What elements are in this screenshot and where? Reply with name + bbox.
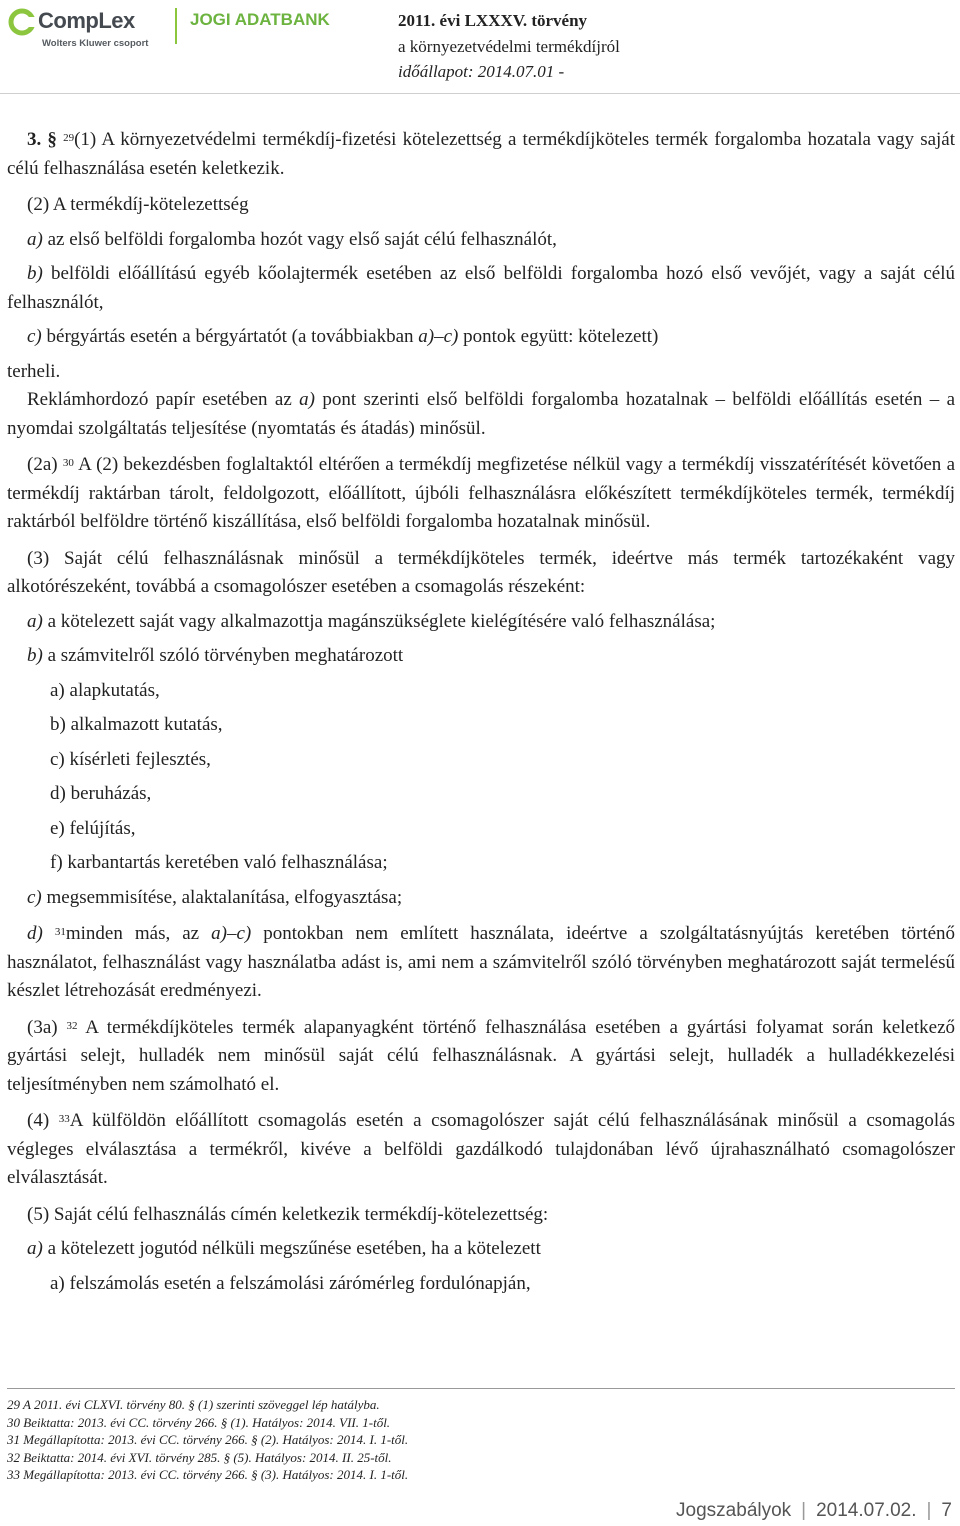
reklam-text: Reklámhordozó papír esetében az	[27, 389, 292, 410]
document-info	[398, 8, 658, 84]
paragraph-2-reklam	[7, 386, 955, 443]
footnote-33: 33 Megállapította: 2013. évi CC. törvény 266. § (3). Hatályos: 2014. I. 1-től.	[7, 1467, 409, 1482]
footer-separator: |	[926, 1500, 932, 1521]
paragraph-1-text: (1) A környezetvédelmi termékdíj-fizetési kötelezettség a termékdíjköteles termék forgalomba hozatala vagy saját célú felhasználása esetén keletkezik.	[7, 129, 956, 179]
footnote-ref-31[interactable]: 31	[54, 926, 66, 938]
point-text: a kötelezett jogutód nélküli megszűnése esetében, ha a kötelezett	[47, 1238, 541, 1259]
paragraph-2-a	[7, 226, 955, 255]
page-header	[0, 0, 960, 100]
footnote-30: 30 Beiktatta: 2013. évi CC. törvény 266. § (1). Hatályos: 2014. VII. 1-től.	[7, 1414, 391, 1430]
paragraph-3-b	[7, 642, 955, 671]
paragraph-5: (5) Saját célú felhasználás címén keletkezik termékdíj-kötelezettség:	[27, 1203, 549, 1225]
sub-point: b) alkalmazott kutatás,	[50, 714, 223, 735]
paragraph-1	[7, 126, 955, 183]
section-number: 3. §	[27, 129, 57, 150]
paragraph-3-d	[7, 920, 955, 1006]
footnotes	[7, 1396, 955, 1484]
paragraph-5-a	[7, 1235, 955, 1264]
footnote-31: 31 Megállapította: 2013. évi CC. törvény 266. § (2). Hatályos: 2014. I. 1-től.	[7, 1432, 409, 1447]
point-text: a kötelezett saját vagy alkalmazottja magánszükséglete kielégítésére való felhasználása;	[47, 610, 716, 632]
point-reference: a)–c)	[211, 923, 252, 944]
paragraph-4-text: A külföldön előállított csomagolás esetén a csomagolószer saját célú felhasználásának minősül a csomagolás végleges elválasztása a termékről, kivéve a belföldi gazdálkodó tulajdonában lévő újrahasználható csomagolószer elválasztását.	[7, 1110, 956, 1188]
point-reference: a)	[299, 389, 315, 410]
point-text: a számvitelről szóló törvényben meghatározott	[47, 645, 404, 666]
paragraph-3-c	[7, 884, 955, 913]
footnote-ref-29[interactable]: 29	[63, 132, 75, 144]
sub-point: a) felszámolás esetén a felszámolási zárómérleg fordulónapján,	[50, 1272, 531, 1294]
header-divider	[0, 93, 960, 94]
point-text: pontok együtt: kötelezett)	[463, 326, 659, 347]
paragraph-2-b	[7, 260, 955, 317]
reklam-text: pont szerinti első belföldi forgalomba hozatalnak – belföldi előállítás esetén – a nyomdai szolgáltatás teljesítése (nyomtatás és átadás) minősül.	[7, 389, 955, 439]
paragraph-label: (2a)	[27, 454, 58, 475]
point-reference: a)–c)	[418, 326, 459, 347]
logo-divider	[175, 8, 177, 44]
paragraph-2a-text: A (2) bekezdésben foglaltaktól eltérően a termékdíj megfizetése nélkül vagy a termékdíj visszatérítését követően a termékdíj raktárban tárolt, feldolgozott, előállított, újbóli felhasználásra előkészített termékdíjköteles termék, termékdíj raktárból belföldre történő kiszállítása, első belföldi forgalomba hozatalnak minősül.	[7, 454, 956, 532]
point-label: b)	[27, 263, 43, 284]
paragraph-2-intro: (2) A termékdíj-kötelezettség	[27, 194, 249, 215]
point-text: az első belföldi forgalomba hozót vagy első saját célú felhasználót,	[47, 228, 557, 250]
law-text	[7, 126, 955, 1298]
point-text: belföldi előállítású egyéb kőolajtermék esetében az első belföldi forgalomba hozó első vevőjét, vagy a saját célú felhasználót,	[7, 263, 956, 313]
point-text: minden más, az	[65, 923, 200, 944]
complex-logo	[8, 6, 168, 50]
point-text: megsemmisítése, alaktalanítása, elfogyasztása;	[46, 886, 403, 908]
law-subtitle: a környezetvédelmi termékdíjról	[398, 37, 620, 56]
complex-logo-subtitle: Wolters Kluwer csoport	[42, 38, 149, 49]
sub-point: f) karbantartás keretében való felhasználása;	[50, 852, 388, 873]
paragraph-3a	[7, 1014, 955, 1100]
footnote-ref-32[interactable]: 32	[66, 1019, 78, 1032]
footnote-ref-33[interactable]: 33	[58, 1113, 70, 1125]
paragraph-3: (3) Saját célú felhasználásnak minősül a termékdíjköteles termék, ideértve más termék tartozékaként vagy alkotórészeként, továbbá a csomagolószer esetében a csomagolás részeként:	[7, 547, 955, 597]
footer-separator: |	[801, 1500, 807, 1521]
paragraph-3-a	[7, 608, 955, 637]
point-label: a)	[27, 610, 43, 632]
point-label: a)	[27, 228, 43, 250]
sub-point: c) kísérleti fejlesztés,	[50, 748, 211, 770]
footer-source: Jogszabályok	[676, 1500, 792, 1521]
paragraph-2-c	[7, 323, 955, 352]
sub-point: d) beruházás,	[50, 783, 152, 804]
footer-date: 2014.07.02.	[816, 1500, 917, 1521]
footnote-32: 32 Beiktatta: 2014. évi XVI. törvény 285. § (5). Hatályos: 2014. II. 25-től.	[7, 1449, 392, 1465]
footnote-29: 29 A 2011. évi CLXVI. törvény 80. § (1) szerinti szöveggel lép hatályba.	[7, 1397, 380, 1412]
status-date: időállapot: 2014.07.01 -	[398, 62, 565, 81]
jogi-adatbank-logo: JOGI ADATBANK	[190, 10, 330, 29]
paragraph-3a-text: A termékdíjköteles termék alapanyagként történő felhasználása esetében a gyártási folyamat során keletkező gyártási selejt, hulladék nem minősül saját célú felhasználásnak. A gyártási selejt, hulladék a hulladékkezelési teljesítményben nem számolható el.	[7, 1016, 955, 1095]
paragraph-label: (4)	[27, 1110, 50, 1131]
paragraph-4	[7, 1107, 955, 1193]
point-label: c)	[27, 886, 42, 908]
point-label: b)	[27, 645, 43, 666]
complex-logo-icon	[8, 8, 36, 36]
footnote-divider	[7, 1388, 955, 1389]
sub-point: e) felújítás,	[50, 817, 136, 839]
point-text: pontokban nem említett használata, ideértve a szolgáltatásnyújtás keretében történő használatot, felhasználást vagy használatba adást is, ami nem a számvitelről szóló törvényben meghatározott saját termelésű készlet létrehozását eredményezi.	[7, 923, 956, 1001]
paragraph-2-end: terheli.	[7, 360, 61, 382]
point-label: c)	[27, 326, 42, 347]
page-number: 7	[941, 1500, 952, 1521]
paragraph-label: (3a)	[27, 1016, 58, 1038]
page-footer	[676, 1500, 952, 1522]
point-label: a)	[27, 1238, 43, 1259]
point-text: bérgyártás esetén a bérgyártatót (a továbbiakban	[46, 326, 414, 347]
sub-point: a) alapkutatás,	[50, 679, 160, 701]
point-label: d)	[27, 923, 43, 944]
law-title: 2011. évi LXXXV. törvény	[398, 11, 588, 30]
footnote-ref-30[interactable]: 30	[62, 457, 74, 469]
complex-logo-name: CompLex	[38, 8, 135, 33]
paragraph-2a	[7, 451, 955, 537]
